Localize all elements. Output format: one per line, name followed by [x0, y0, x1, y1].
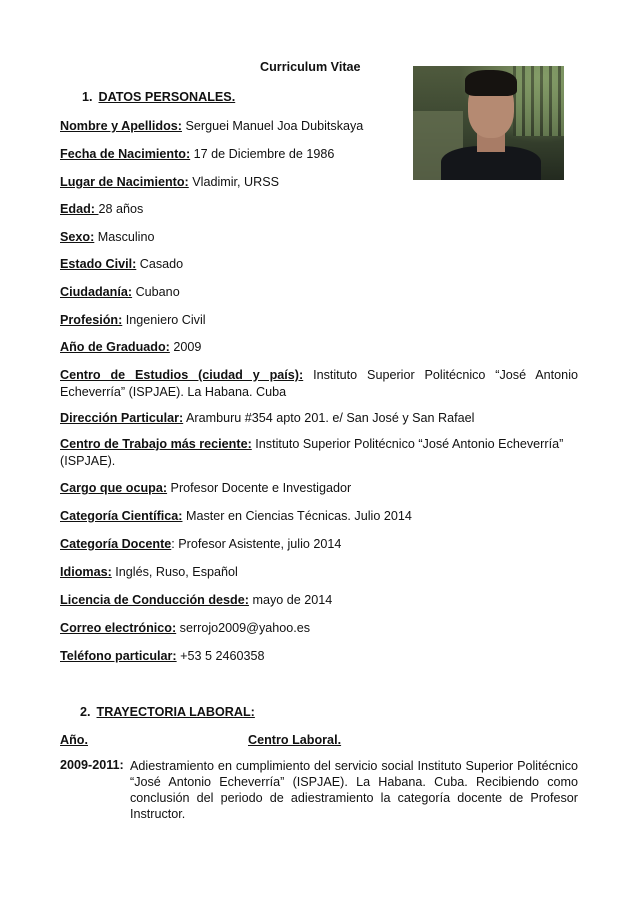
experience-description: Adiestramiento en cumplimiento del servicio social Instituto Superior Politécnico “José Antonio Echeverría” (ISPJAE). La Habana. Cuba. Recibiendo como conclusión del periodo de adiestramiento la categoría docente de Profesor Instructor. — [130, 759, 578, 821]
field-label: Sexo: — [60, 230, 95, 244]
field-citizenship — [60, 284, 578, 301]
field-label: Profesión: — [60, 313, 123, 327]
field-address — [60, 410, 578, 427]
field-value: Inglés, Ruso, Español — [111, 565, 238, 579]
field-label: Correo electrónico: — [60, 621, 177, 635]
field-value: Instituto Superior Politécnico “José Antonio Echeverría” (ISPJAE). La Habana. Cuba — [60, 368, 578, 399]
field-label: Fecha de Nacimiento: — [60, 147, 191, 161]
page-title: Curriculum Vitae — [260, 60, 361, 74]
field-value: +53 5 2460358 — [176, 649, 265, 663]
field-label: Centro de Trabajo más reciente: — [60, 437, 252, 451]
section-heading-personal-data — [82, 90, 235, 104]
field-sex — [60, 229, 578, 246]
field-birth-place — [60, 174, 578, 191]
field-value: Master en Ciencias Técnicas. Julio 2014 — [182, 509, 412, 523]
field-value: : Profesor Asistente, julio 2014 — [171, 537, 342, 551]
field-value: serrojo2009@yahoo.es — [176, 621, 311, 635]
column-header-workplace: Centro Laboral. — [248, 733, 342, 747]
field-label: Estado Civil: — [60, 257, 137, 271]
field-value: mayo de 2014 — [248, 593, 333, 607]
field-study-center — [60, 367, 578, 401]
field-label: Ciudadanía: — [60, 285, 133, 299]
field-label: Dirección Particular: — [60, 411, 184, 425]
section-number: 1. — [82, 90, 93, 104]
section-title: TRAYECTORIA LABORAL: — [96, 705, 255, 719]
field-position — [60, 480, 578, 497]
field-scientific-category — [60, 508, 578, 525]
field-value: 2009 — [169, 340, 202, 354]
field-value: Masculino — [94, 230, 155, 244]
section-title: DATOS PERSONALES. — [98, 90, 236, 104]
field-label: Categoría Científica: — [60, 509, 183, 523]
field-teaching-category — [60, 536, 578, 553]
field-label: Centro de Estudios (ciudad y país): — [60, 368, 304, 382]
field-age — [60, 201, 578, 218]
section-number: 2. — [80, 705, 91, 719]
field-value: Instituto Superior Politécnico “José Antonio Echeverría” (ISPJAE). — [60, 437, 564, 468]
field-label: Idiomas: — [60, 565, 112, 579]
field-value: Casado — [136, 257, 184, 271]
column-header-year: Año. — [60, 733, 88, 747]
field-value: Profesor Docente e Investigador — [167, 481, 352, 495]
field-birth-date — [60, 146, 578, 163]
field-value: 28 años — [98, 202, 144, 216]
field-marital-status — [60, 256, 578, 273]
field-driving-license — [60, 592, 578, 609]
field-value: Ingeniero Civil — [122, 313, 206, 327]
field-recent-workplace — [60, 436, 578, 470]
field-email — [60, 620, 578, 637]
field-full-name — [60, 118, 578, 135]
field-profession — [60, 312, 578, 329]
field-label: Edad: — [60, 202, 99, 216]
field-value: Vladimir, URSS — [188, 175, 280, 189]
experience-years: 2009-2011: — [60, 758, 124, 772]
field-value: Serguei Manuel Joa Dubitskaya — [182, 119, 364, 133]
field-label: Nombre y Apellidos: — [60, 119, 182, 133]
section-heading-work-history — [80, 705, 255, 719]
field-label: Lugar de Nacimiento: — [60, 175, 189, 189]
field-label: Año de Graduado: — [60, 340, 170, 354]
field-phone — [60, 648, 578, 665]
field-label: Licencia de Conducción desde: — [60, 593, 249, 607]
field-value: 17 de Diciembre de 1986 — [190, 147, 335, 161]
field-value: Aramburu #354 apto 201. e/ San José y San Rafael — [183, 411, 475, 425]
field-label: Teléfono particular: — [60, 649, 177, 663]
field-languages — [60, 564, 578, 581]
field-value: Cubano — [132, 285, 180, 299]
field-graduation-year — [60, 339, 578, 356]
field-label: Categoría Docente — [60, 537, 172, 551]
field-label: Cargo que ocupa: — [60, 481, 168, 495]
